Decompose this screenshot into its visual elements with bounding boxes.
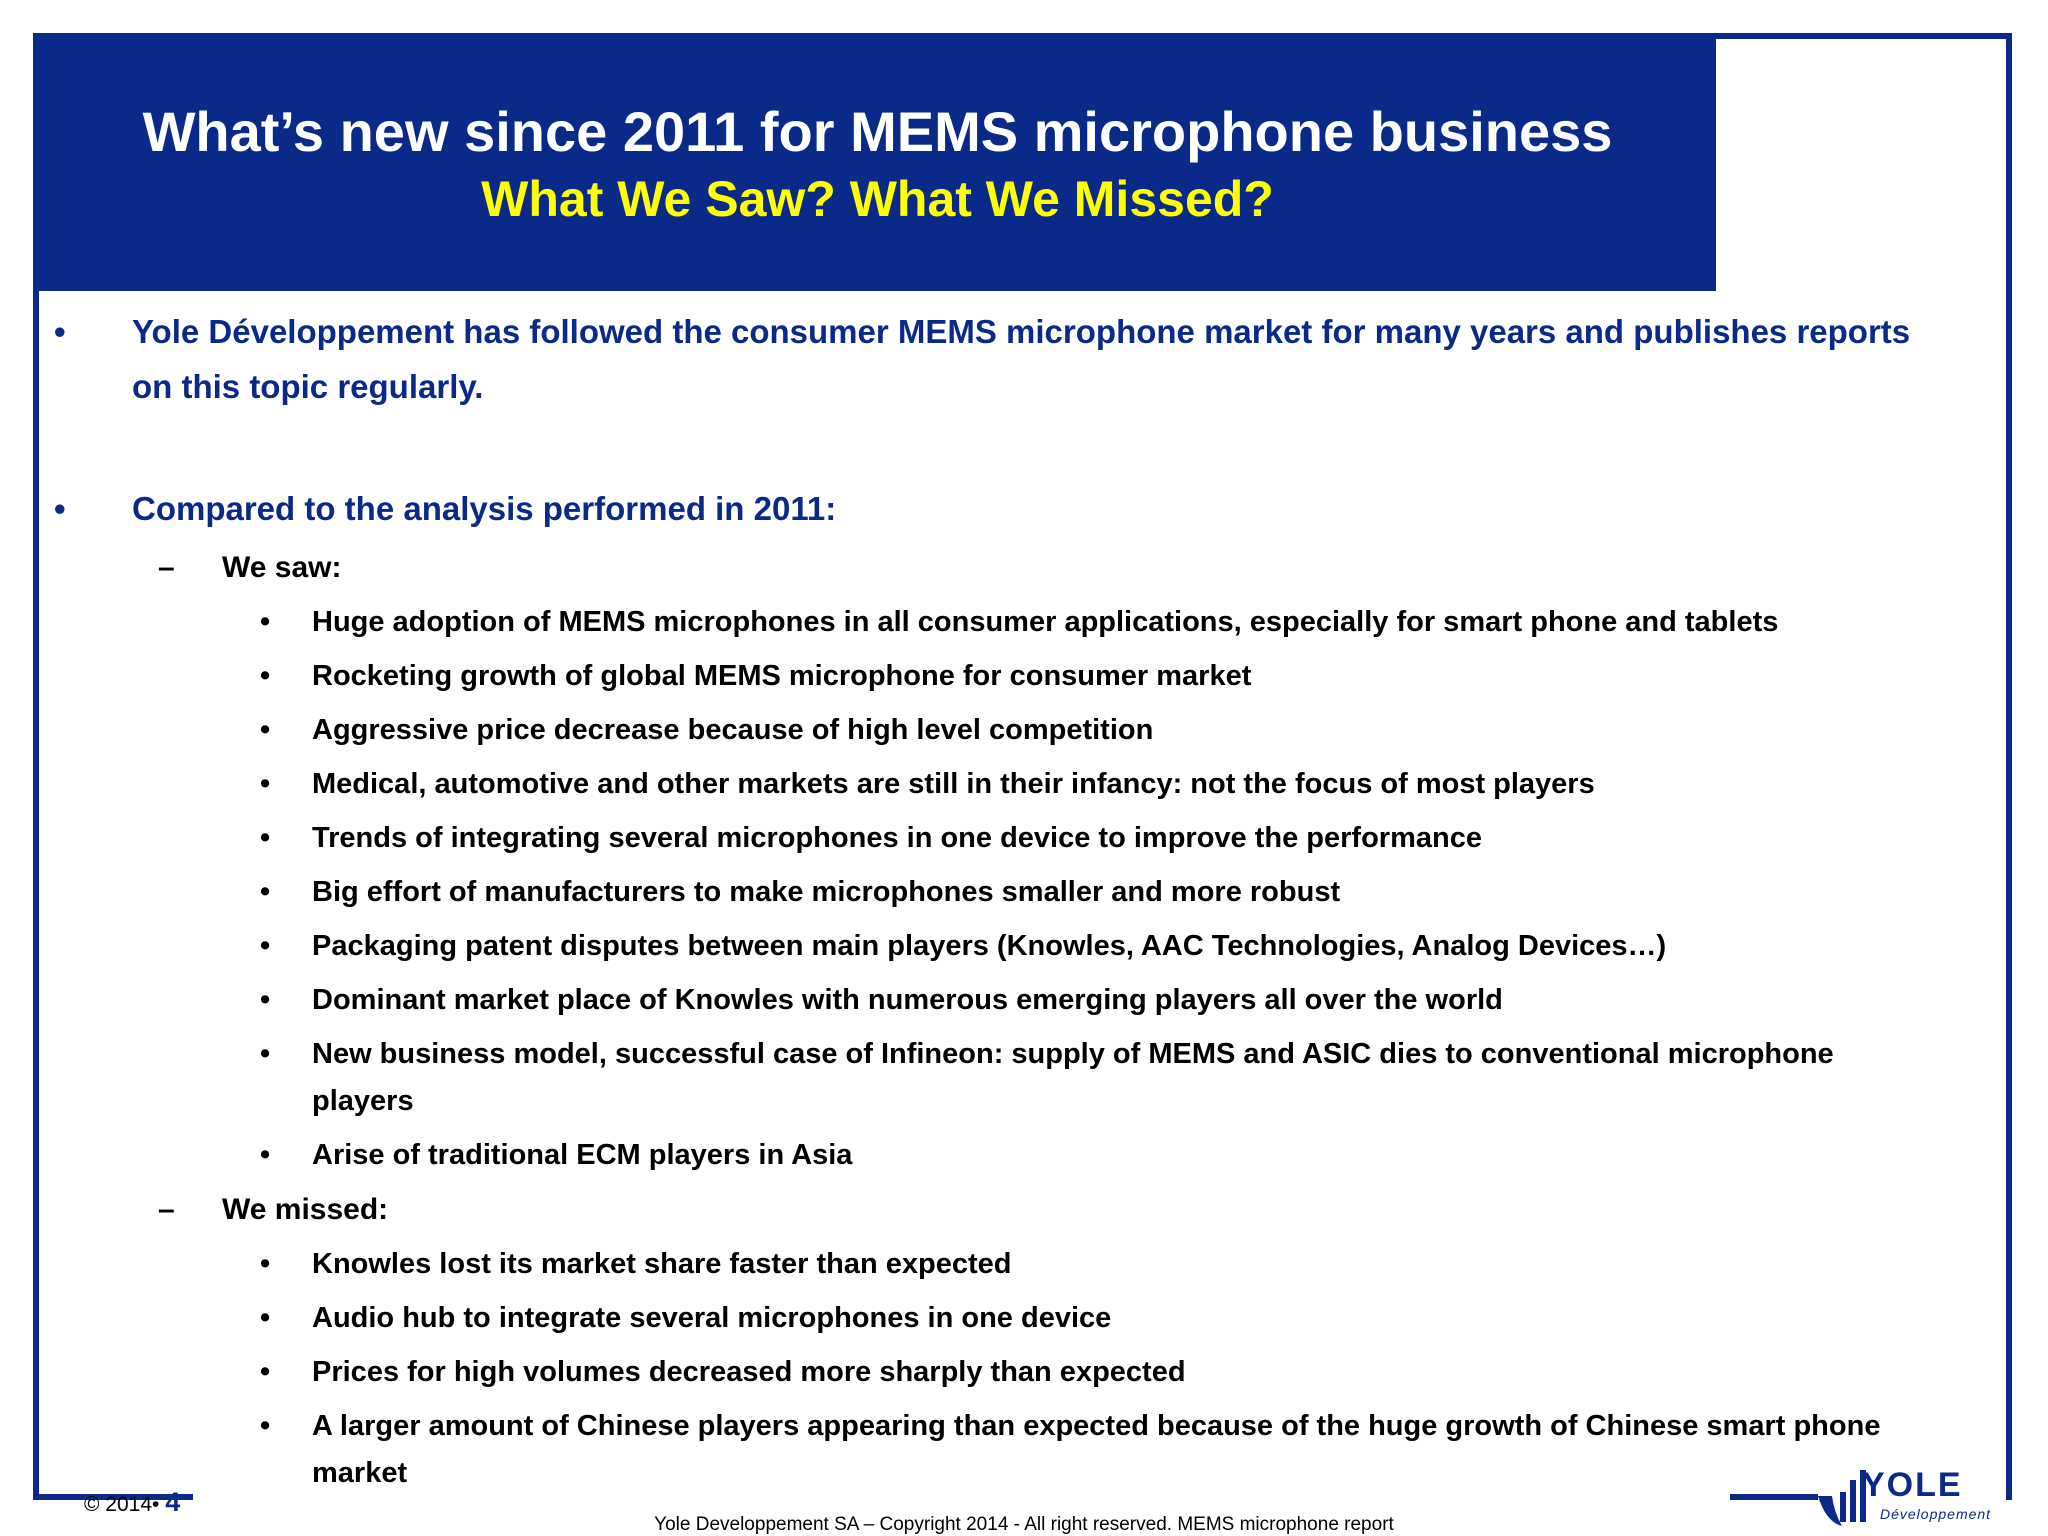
missed-item: Prices for high volumes decreased more sharply than expected (312, 1356, 1186, 1388)
footer-line-right (1730, 1494, 1818, 1500)
missed-item: Audio hub to integrate several microphones in one device (312, 1302, 1112, 1334)
bullet-marker: • (260, 984, 271, 1016)
saw-item: Rocketing growth of global MEMS microphone for consumer market (312, 660, 1252, 692)
saw-item: Big effort of manufacturers to make microphones smaller and more robust (312, 876, 1341, 908)
bullet-marker: • (54, 490, 66, 527)
saw-item: Aggressive price decrease because of high level competition (312, 714, 1154, 746)
page-number: 4 (165, 1487, 181, 1517)
saw-item: Medical, automotive and other markets are still in their infancy: not the focus of most players (312, 768, 1595, 800)
we-missed-heading: We missed: (222, 1193, 389, 1226)
bullet-marker: • (260, 606, 271, 638)
saw-item: Packaging patent disputes between main players (Knowles, AAC Technologies, Analog Devices…) (312, 930, 1667, 962)
title-banner (39, 39, 1716, 291)
intro-text-line1: Yole Développement has followed the consumer MEMS microphone market for many years and publishes reports (132, 313, 1911, 350)
bullet-marker: • (260, 1356, 271, 1388)
missed-item-continuation: market (312, 1457, 408, 1489)
yole-logo (1812, 1466, 2012, 1532)
bullet-marker: • (260, 876, 271, 908)
intro-text-line2: on this topic regularly. (132, 368, 484, 405)
dash-marker: – (158, 551, 175, 584)
saw-item: Dominant market place of Knowles with numerous emerging players all over the world (312, 984, 1503, 1016)
saw-item: Huge adoption of MEMS microphones in all consumer applications, especially for smart phone and tablets (312, 606, 1779, 638)
saw-item: New business model, successful case of Infineon: supply of MEMS and ASIC dies to conventional microphone (312, 1038, 1834, 1070)
slide-title: What’s new since 2011 for MEMS microphone business (142, 100, 1613, 163)
footer-legal-text: Yole Developpement SA – Copyright 2014 - All right reserved. MEMS microphone report (654, 1514, 1394, 1535)
missed-item: Knowles lost its market share faster than expected (312, 1248, 1012, 1280)
bullet-marker: • (260, 768, 271, 800)
bullet-marker: • (260, 1302, 271, 1334)
bullet-marker: • (260, 1248, 271, 1280)
logo-subword: Développement (1880, 1506, 1992, 1522)
slide-subtitle: What We Saw? What We Missed? (481, 171, 1274, 227)
bullet-marker: • (260, 1410, 271, 1442)
bullet-marker: • (260, 930, 271, 962)
compared-heading: Compared to the analysis performed in 2011: (132, 490, 837, 527)
saw-item: Trends of integrating several microphones in one device to improve the performance (312, 822, 1482, 854)
we-saw-heading: We saw: (222, 551, 342, 584)
bullet-marker: • (54, 313, 66, 350)
bullet-marker: • (260, 714, 271, 746)
logo-word: YOLE (1862, 1466, 1963, 1504)
bullet-marker: • (260, 822, 271, 854)
bullet-marker: • (260, 1038, 271, 1070)
missed-item: A larger amount of Chinese players appearing than expected because of the huge growth of Chinese smart phone (312, 1410, 1881, 1442)
saw-item-continuation: players (312, 1085, 414, 1117)
dash-marker: – (158, 1193, 175, 1226)
bullet-marker: • (260, 660, 271, 692)
copyright-text: © 2014• (84, 1493, 160, 1516)
bullet-marker: • (260, 1139, 271, 1171)
saw-item: Arise of traditional ECM players in Asia (312, 1139, 853, 1171)
